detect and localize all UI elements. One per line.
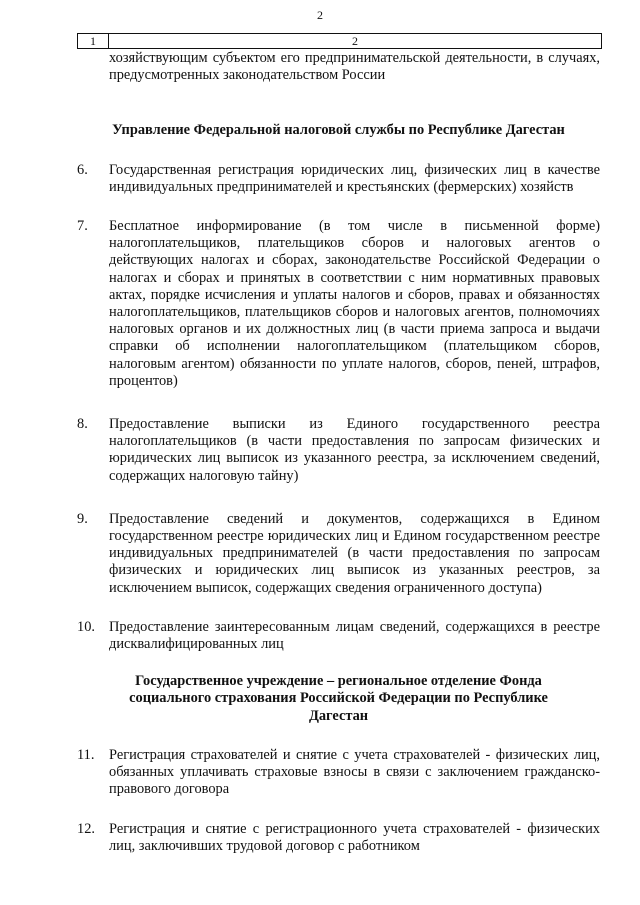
item-number: 7. (77, 218, 88, 235)
list-item (77, 821, 600, 855)
continuation-text: хозяйствующим субъектом его предпринимательской деятельности, в случаях, предусмотренных законодательством России (109, 50, 600, 84)
column-number-2: 2 (352, 34, 358, 48)
list-item (77, 162, 600, 196)
item-text: Бесплатное информирование (в том числе в письменной форме) налогоплательщиков, плательщиков сборов и налоговых агентов о действующих налогах и сборах, законодательстве Российской Федерации о налогах и сборах и принятых в соответствии с ним нормативных правовых актах, порядке исчисления и уплаты налогов и сборов, правах и обязанностях налогоплательщиков, плательщиков сборов и налоговых агентов, полномочиях налоговых органов и их должностных лиц (в части приема запроса и выдачи справки об исполнении налогоплательщиком (плательщиком сборов, налоговым агентом) обязанности по уплате налогов, сборов, пеней, штрафов, процентов) (109, 218, 600, 389)
section-heading-tax-service: Управление Федеральной налоговой службы по Республике Дагестан (112, 122, 565, 139)
item-number: 9. (77, 510, 88, 527)
item-number: 11. (77, 746, 95, 763)
item-text: Предоставление сведений и документов, содержащихся в Едином государственном реестре юридических лиц и Едином государственном реестре индивидуальных предпринимателей (в части предоставления по запросам физических и юридических лиц выписок из указанных реестров, за исключением выписок, содержащих сведения ограниченного доступа) (109, 510, 600, 596)
item-number: 12. (77, 820, 95, 837)
item-text: Предоставление заинтересованным лицам сведений, содержащихся в реестре дисквалифицированных лиц (109, 618, 600, 653)
item-text: Предоставление выписки из Единого государственного реестра налогоплательщиков (в части предоставления по запросам физических и юридических лиц выписок из указанного реестра, за исключением сведений, содержащих налоговую тайну) (109, 416, 600, 484)
table-column-header (77, 33, 602, 49)
document-body (77, 50, 600, 855)
item-text: Государственная регистрация юридических лиц, физических лиц в качестве индивидуальных предпринимателей и крестьянских (фермерских) хозяйств (109, 161, 600, 195)
list-item (77, 416, 600, 485)
list-item (77, 511, 600, 597)
column-number-1: 1 (78, 34, 109, 48)
item-number: 10. (77, 618, 95, 635)
list-item (77, 218, 600, 390)
list-item (77, 619, 600, 653)
section-heading-social-insurance: Государственное учреждение – региональное отделение Фонда социального страхования Российской Федерации по Республике Дагестан (129, 673, 548, 724)
page-number: 2 (317, 8, 323, 22)
item-text: Регистрация и снятие с регистрационного учета страхователей - физических лиц, заключивших трудовой договор с работником (109, 820, 600, 854)
item-text: Регистрация страхователей и снятие с учета страхователей - физических лиц, обязанных уплачивать страховые взносы в связи с заключением гражданско-правового договора (109, 746, 600, 798)
list-item (77, 747, 600, 799)
item-number: 6. (77, 161, 88, 178)
item-number: 8. (77, 416, 88, 433)
